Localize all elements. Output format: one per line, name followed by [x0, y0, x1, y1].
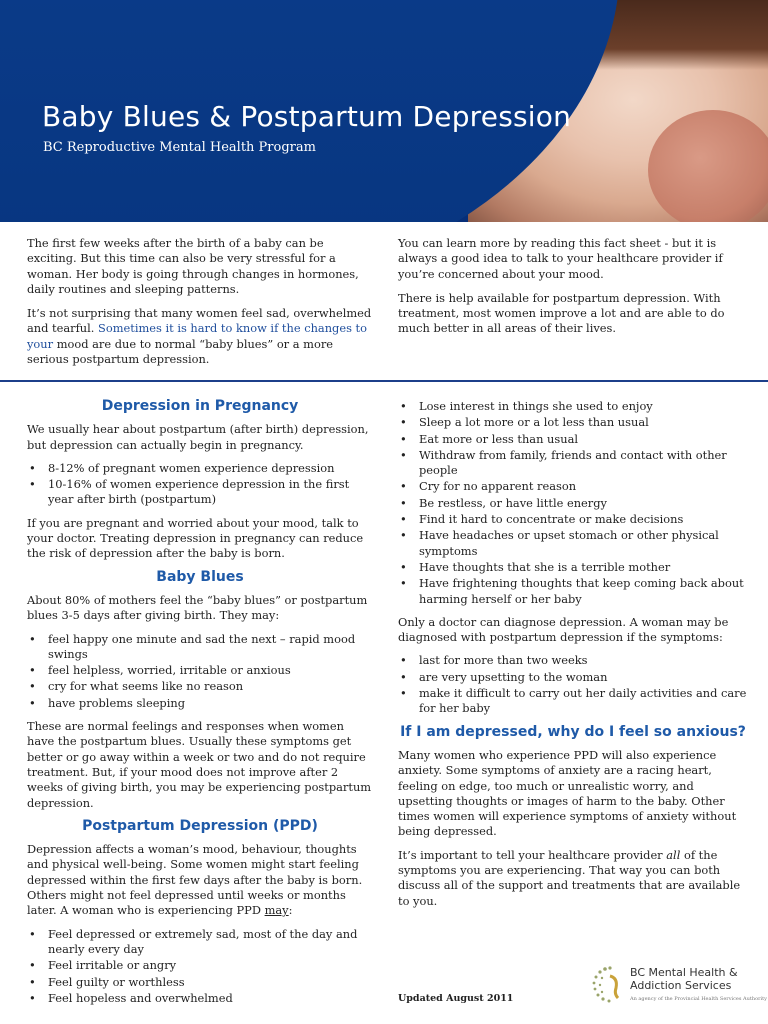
logo-line: BC Mental Health & [630, 966, 738, 979]
baby-blues-list [27, 632, 373, 711]
logo-text [630, 966, 738, 992]
list-item: • cry for what seems like no reason [27, 679, 373, 694]
right-column [398, 399, 748, 917]
list-item: • Cry for no apparent reason [398, 479, 748, 494]
ppd-text: Depression affects a woman’s mood, behaviour, thoughts and physical well-being. Some women might start feeling depressed within the first few days after the baby is born. Others might not feel depressed until weeks or months later. A woman who is experiencing PPD [27, 842, 363, 918]
list-item: • Lose interest in things she used to enjoy [398, 399, 748, 414]
ppd-paragraph [27, 842, 373, 918]
list-item: • are very upsetting to the woman [398, 670, 748, 685]
list-item: • make it difficult to carry out her daily activities and care for her baby [398, 686, 748, 717]
heading-baby-blues: Baby Blues [156, 568, 244, 585]
pregnancy-stats-list [27, 461, 373, 508]
list-item: • last for more than two weeks [398, 653, 748, 668]
intro-paragraph [27, 306, 373, 367]
left-column [27, 397, 373, 1014]
ppd-symptom-list-continued [398, 399, 748, 607]
bc-mental-health-logo [588, 962, 767, 1012]
diagnosis-criteria-list [398, 653, 748, 716]
intro-paragraph: The first few weeks after the birth of a baby can be exciting. But this time can also be very stressful for a woman. Her body is going through changes in hormones, daily routines and sleeping patterns. [27, 236, 359, 296]
anxiety-text: of the symptoms you are experiencing. That way you can both discuss all of the support and treatments that are available to you. [398, 847, 741, 908]
heading-anxiety: If I am depressed, why do I feel so anxious? [400, 723, 746, 740]
list-item: • Have thoughts that she is a terrible mother [398, 560, 748, 575]
ppd-symptom-list [27, 927, 373, 1006]
pregnancy-paragraph: If you are pregnant and worried about your mood, talk to your doctor. Treating depression in pregnancy can reduce the risk of depression after the baby is born. [27, 515, 364, 561]
anxiety-text: It’s important to tell your healthcare provider [398, 847, 663, 862]
baby-blues-paragraph: About 80% of mothers feel the “baby blues” or postpartum blues 3-5 days after giving birth. They may: [27, 592, 368, 623]
page-subtitle: BC Reproductive Mental Health Program [43, 140, 316, 155]
list-item: • Eat more or less than usual [398, 432, 748, 447]
anxiety-paragraph: Many women who experience PPD will also experience anxiety. Some symptoms of anxiety are a racing heart, feeling on edge, too much or unrealistic worry, and upsetting thoughts or images of harm to the baby. Other times women will experience symptoms of anxiety without being depressed. [398, 747, 737, 839]
list-item: • feel happy one minute and sad the next – rapid mood swings [27, 632, 373, 663]
heading-postpartum-depression: Postpartum Depression (PPD) [82, 817, 318, 834]
anxiety-paragraph [398, 848, 748, 909]
list-item: • Feel depressed or extremely sad, most of the day and nearly every day [27, 927, 373, 958]
logo-line: Addiction Services [630, 979, 732, 992]
updated-date: Updated August 2011 [398, 993, 514, 1004]
section-divider [0, 380, 768, 382]
intro-text-highlight: Sometimes it is hard to know if the changes to your [27, 321, 367, 351]
intro-left [27, 236, 373, 376]
list-item: • Withdraw from family, friends and contact with other people [398, 448, 748, 479]
list-item: • Have headaches or upset stomach or other physical symptoms [398, 528, 748, 559]
intro-text: It’s not surprising that many women feel sad, overwhelmed and tearful. [27, 306, 372, 336]
pregnancy-paragraph: We usually hear about postpartum (after birth) depression, but depression can actually begin in pregnancy. [27, 422, 369, 452]
intro-paragraph: There is help available for postpartum depression. With treatment, most women improve a lot and are able to do much better in all areas of their lives. [398, 290, 725, 336]
list-item: • Feel hopeless and overwhelmed [27, 991, 373, 1006]
intro-paragraph: You can learn more by reading this fact sheet - but it is always a good idea to talk to your healthcare provider if you’re concerned about your mood. [398, 236, 723, 281]
list-item: • 8-12% of pregnant women experience depression [27, 461, 373, 476]
logo-mark-icon [588, 964, 630, 1006]
ppd-may: may [264, 903, 289, 918]
header-banner [0, 0, 768, 222]
list-item: • Find it hard to concentrate or make decisions [398, 512, 748, 527]
list-item: • Feel guilty or worthless [27, 975, 373, 990]
list-item: • Feel irritable or angry [27, 958, 373, 973]
list-item: • Sleep a lot more or a lot less than usual [398, 415, 748, 430]
list-item: • feel helpless, worried, irritable or anxious [27, 663, 373, 678]
list-item: • 10-16% of women experience depression in the first year after birth (postpartum) [27, 477, 373, 508]
diagnosis-paragraph: Only a doctor can diagnose depression. A woman may be diagnosed with postpartum depression if the symptoms: [398, 614, 729, 645]
page-title: Baby Blues & Postpartum Depression [42, 100, 572, 133]
photo-baby-head [648, 110, 768, 222]
ppd-colon: : [288, 903, 293, 918]
baby-blues-paragraph: These are normal feelings and responses when women have the postpartum blues. Usually these symptoms get better or go away within a week or two and do not require treatment. But, if your mood does not improve after 2 weeks of giving birth, you may be experiencing postpartum depression. [27, 719, 372, 810]
list-item: • Have frightening thoughts that keep coming back about harming herself or her baby [398, 576, 748, 607]
list-item: • have problems sleeping [27, 696, 373, 711]
list-item: • Be restless, or have little energy [398, 496, 748, 511]
logo-tagline: An agency of the Provincial Health Services Authority [630, 996, 767, 1002]
intro-text: mood are due to normal “baby blues” or a more serious postpartum depression. [27, 336, 334, 367]
heading-depression-in-pregnancy: Depression in Pregnancy [101, 398, 299, 414]
anxiety-text-all: all [666, 847, 681, 862]
intro-right [398, 236, 748, 346]
